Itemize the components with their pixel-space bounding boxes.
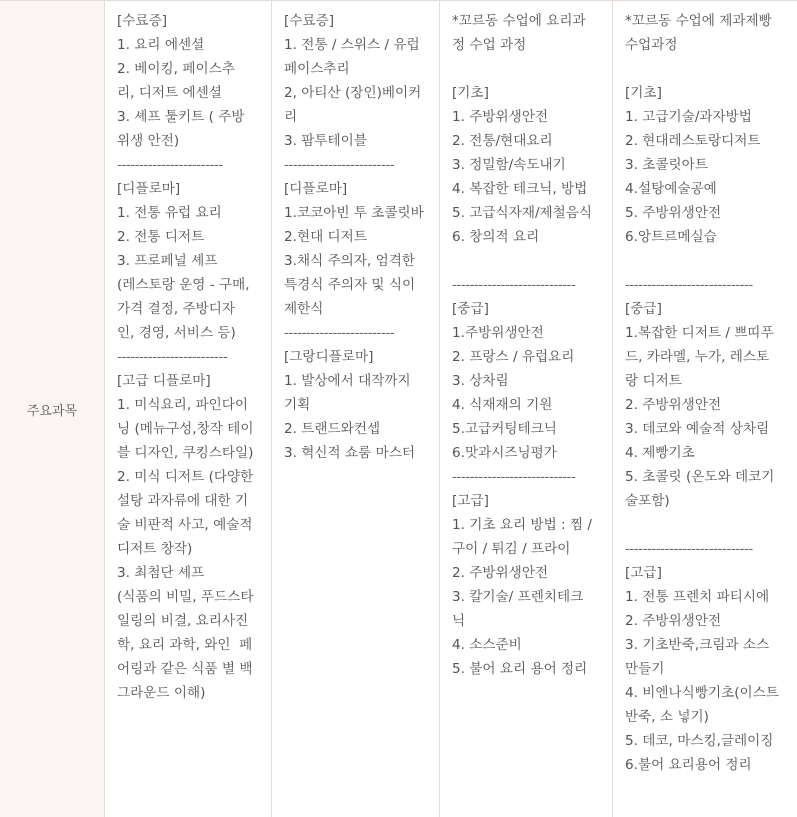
course-line: 2, 아티산 (장인)베이커 [284, 85, 422, 101]
course-line: 2. 전통/현대요리 [452, 133, 553, 149]
section-heading: [수료증] [284, 13, 335, 29]
course-line: 5.고급커팅테크닉 [452, 421, 557, 437]
course-line: 6.앙트르메실습 [625, 229, 717, 245]
section-divider: ---------------------------- [452, 469, 576, 485]
course-line: 디저트 창작) [117, 541, 193, 557]
course-line: 반죽, 소 넣기) [625, 709, 709, 725]
row-header-main-subjects [0, 1, 105, 817]
course-line: 5. 고급식자재/제철음식 [452, 205, 593, 221]
course-line: 2. 주방위생안전 [625, 397, 722, 413]
course-line: 2. 베이킹, 페이스추 [117, 61, 235, 77]
section-divider: ------------------------- [117, 349, 228, 365]
course-line: 5. 데코, 마스킹,글레이징 [625, 733, 774, 749]
course-line: 리 [284, 109, 298, 125]
course-line: 1. 전통 프렌치 파티시에 [625, 589, 770, 605]
course-line: 그라운드 이해) [117, 685, 206, 701]
course-column-2 [272, 1, 440, 817]
section-divider: ------------------------- [284, 325, 395, 341]
course-line: 기획 [284, 397, 311, 413]
course-line: 정 수업 과정 [452, 37, 527, 53]
course-line: 만들기 [625, 661, 665, 677]
course-line: 3. 칼기술/ 프렌치테크 [452, 589, 584, 605]
course-column-4 [613, 1, 797, 817]
course-line: 3.채식 주의자, 엄격한 [284, 253, 415, 269]
course-line [625, 513, 797, 537]
course-line: *꼬르동 수업에 제과제빵 [625, 13, 772, 29]
course-line: 3. 최첨단 셰프 [117, 565, 205, 581]
course-line: 가격 결정, 주방디자 [117, 301, 236, 317]
course-line: (레스토랑 운영 - 구매, [117, 277, 250, 293]
course-line: 1. 고급기술/과자방법 [625, 109, 752, 125]
course-line: 2. 프랑스 / 유럽요리 [452, 349, 575, 365]
course-line: 3. 혁신적 쇼룸 마스터 [284, 445, 415, 461]
course-line: 4. 비엔나식빵기초(이스트 [625, 685, 779, 701]
course-line: 1. 발상에서 대작까지 [284, 373, 411, 389]
course-line: *꼬르동 수업에 요리과 [452, 13, 586, 29]
section-heading: [고급] [625, 565, 662, 581]
course-line: 블 디자인, 쿠킹스타일) [117, 445, 254, 461]
course-line: 일링의 비결, 요리사진 [117, 613, 249, 629]
section-heading: [디플로마] [284, 181, 348, 197]
course-line: 1. 주방위생안전 [452, 109, 549, 125]
course-line: 랑 디저트 [625, 373, 682, 389]
course-line: 드, 카라멜, 누가, 레스토 [625, 349, 770, 365]
course-line: 5. 불어 요리 용어 정리 [452, 661, 588, 677]
course-line: 4.설탕예술공예 [625, 181, 717, 197]
course-line: 2. 트랜드와컨셉 [284, 421, 381, 437]
course-line: 특경식 주의자 및 식이 [284, 277, 416, 293]
section-heading: [고급] [452, 493, 489, 509]
section-heading: [중급] [625, 301, 662, 317]
course-line: 3. 프로페널 셰프 [117, 253, 218, 269]
course-line [452, 249, 612, 273]
course-line: 1. 전통 / 스위스 / 유럽 [284, 37, 420, 53]
section-divider: ------------------------ [117, 157, 223, 173]
course-line: 3. 정밀함/속도내기 [452, 157, 566, 173]
course-line: 수업과정 [625, 37, 678, 53]
course-line: 설탕 과자류에 대한 기 [117, 493, 249, 509]
course-line: 2. 주방위생안전 [452, 565, 549, 581]
course-line: 닉 [452, 613, 466, 629]
section-divider: ---------------------------- [452, 277, 576, 293]
course-column-1 [105, 1, 272, 817]
course-line: 6. 창의적 요리 [452, 229, 540, 245]
course-line: 1. 요리 에센셜 [117, 37, 205, 53]
course-line: 닝 (메뉴구성,창작 테이 [117, 421, 254, 437]
course-line: 1.코코아빈 투 초콜릿바 [284, 205, 424, 221]
course-line [625, 249, 797, 273]
course-line: 4. 식재재의 기원 [452, 397, 553, 413]
course-line: 4. 제빵기초 [625, 445, 695, 461]
section-heading: [중급] [452, 301, 489, 317]
course-line: 1. 기초 요리 방법 : 찜 / [452, 517, 592, 533]
course-line: 3. 팜투테이블 [284, 133, 367, 149]
course-line: 4. 복잡한 테크닉, 방법 [452, 181, 588, 197]
course-line: 6.불어 요리용어 정리 [625, 757, 752, 773]
section-heading: [고급 디플로마] [117, 373, 211, 389]
course-line: 위생 안전) [117, 133, 180, 149]
section-heading: [수료증] [117, 13, 168, 29]
course-line: 2.현대 디저트 [284, 229, 367, 245]
course-column-3 [440, 1, 613, 817]
course-line: 3. 기초반죽,크림과 소스 [625, 637, 770, 653]
course-line: 3. 초콜릿아트 [625, 157, 708, 173]
course-line: 제한식 [284, 301, 324, 317]
course-line: 4. 소스준비 [452, 637, 522, 653]
course-line: 2. 미식 디저트 (다양한 [117, 469, 254, 485]
section-divider: ------------------------- [284, 157, 395, 173]
course-line: 1. 전통 유럽 요리 [117, 205, 222, 221]
course-line: 3. 데코와 예술적 상차림 [625, 421, 770, 437]
section-divider: ----------------------------- [625, 541, 753, 557]
course-line: 술 비판적 사고, 예술적 [117, 517, 253, 533]
row-header-label: 주요과목 [26, 403, 78, 419]
course-line: 어링과 같은 식품 별 백 [117, 661, 253, 677]
course-line: 학, 요리 과학, 와인 페 [117, 637, 253, 653]
course-line [452, 57, 612, 81]
course-line: 인, 경영, 서비스 등) [117, 325, 236, 341]
course-line: 2. 전통 디저트 [117, 229, 205, 245]
course-line: 구이 / 튀김 / 프라이 [452, 541, 571, 557]
course-line: 1.복잡한 디저트 / 쁘띠푸 [625, 325, 774, 341]
course-line: 2. 현대레스토랑디저트 [625, 133, 761, 149]
course-line: 6.맛과시즈닝평가 [452, 445, 557, 461]
section-heading: [디플로마] [117, 181, 181, 197]
course-line: 1.주방위생안전 [452, 325, 544, 341]
course-line: 3. 셰프 툴키트 ( 주방 [117, 109, 245, 125]
course-line: 페이스추리 [284, 61, 350, 77]
course-line: 2. 주방위생안전 [625, 613, 722, 629]
section-heading: [기초] [625, 85, 662, 101]
course-line: 1. 미식요리, 파인다이 [117, 397, 248, 413]
course-line: 3. 상차림 [452, 373, 509, 389]
section-heading: [그랑디플로마] [284, 349, 374, 365]
course-line: (식품의 비밀, 푸드스타 [117, 589, 254, 605]
course-line: 리, 디저트 에센셜 [117, 85, 222, 101]
course-line: 5. 초콜릿 (온도와 데코기 [625, 469, 775, 485]
course-line: 5. 주방위생안전 [625, 205, 722, 221]
section-divider: ----------------------------- [625, 277, 753, 293]
course-line [625, 57, 797, 81]
section-heading: [기초] [452, 85, 489, 101]
course-line: 술포함) [625, 493, 670, 509]
